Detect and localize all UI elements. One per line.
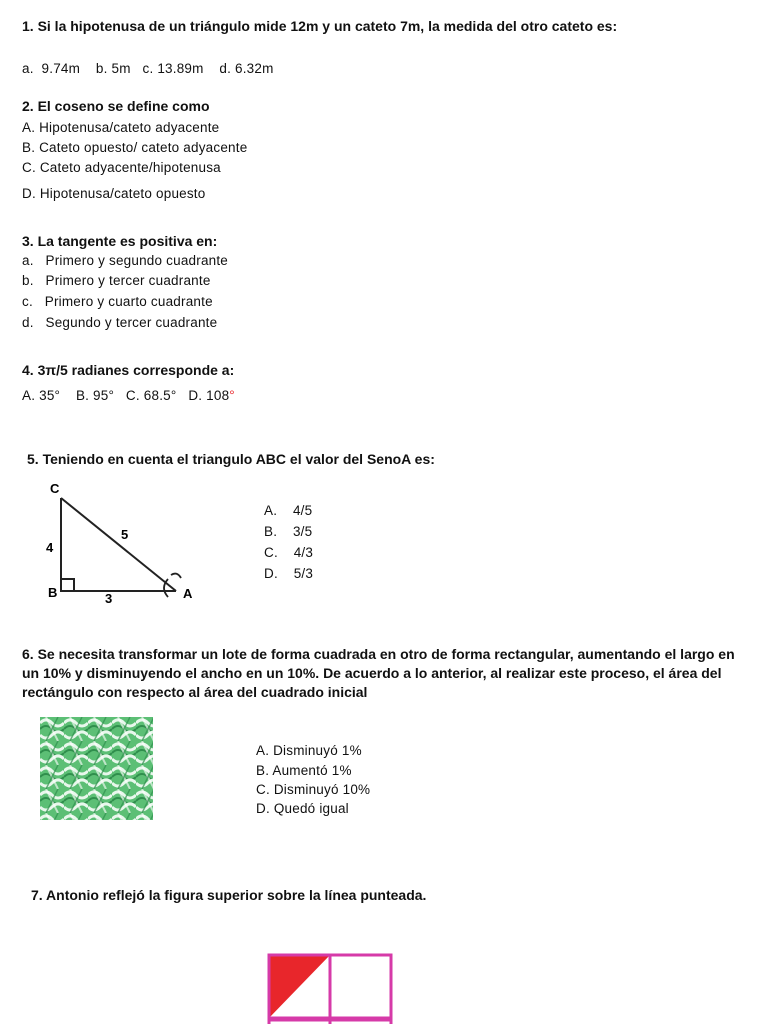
question-5-title: 5. Teniendo en cuenta el triangulo ABC el valor del SenoA es: <box>27 451 435 467</box>
question-2-title: 2. El coseno se define como <box>22 98 210 114</box>
grid-cell-top-right <box>330 955 391 1018</box>
question-6-option-c: C. Disminuyó 10% <box>256 782 371 797</box>
question-2-option-b: B. Cateto opuesto/ cateto adyacente <box>22 140 248 155</box>
right-angle-marker <box>61 579 74 591</box>
vertex-c-label: C <box>50 481 60 496</box>
question-6-option-a: A. Disminuyó 1% <box>256 743 362 758</box>
red-triangle-shape <box>269 955 330 1018</box>
question-2-option-a: A. Hipotenusa/cateto adyacente <box>22 120 220 135</box>
question-5-option-d: D. 5/3 <box>264 566 314 581</box>
side-ca-length: 5 <box>121 527 129 542</box>
triangle-abc-figure <box>40 475 210 610</box>
degree-mark: ° <box>229 388 235 403</box>
vertex-b-label: B <box>48 585 58 600</box>
side-cb-length: 4 <box>46 540 54 555</box>
question-3-option-a: a. Primero y segundo cuadrante <box>22 253 229 268</box>
question-6-option-d: D. Quedó igual <box>256 801 349 816</box>
side-ba-length: 3 <box>105 591 113 606</box>
question-2-option-d: D. Hipotenusa/cateto opuesto <box>22 186 206 201</box>
question-3-option-c: c. Primero y cuarto cuadrante <box>22 294 213 309</box>
question-3-option-d: d. Segundo y tercer cuadrante <box>22 315 218 330</box>
woven-pattern-image <box>40 717 153 820</box>
question-6-option-b: B. Aumentó 1% <box>256 763 352 778</box>
hypotenuse-ca-line <box>61 498 176 591</box>
question-2-option-c: C. Cateto adyacente/hipotenusa <box>22 160 221 175</box>
question-5-option-b: B. 3/5 <box>264 524 313 539</box>
question-4-option-b: B. 95° <box>75 388 115 403</box>
vertex-a-label: A <box>183 586 193 601</box>
question-6-title: 6. Se necesita transformar un lote de forma cuadrada en otro de forma rectangular, aumentando el largo en un 10% y disminuyendo el ancho en un 10%. De acuerdo a lo anterior, al realizar este proceso, el área del rectángulo con respecto al área del cuadrado inicial <box>22 646 735 700</box>
question-1-title: 1. Si la hipotenusa de un triángulo mide 12m y un cateto 7m, la medida del otro cateto es: <box>22 18 618 34</box>
question-7-title: 7. Antonio reflejó la figura superior sobre la línea punteada. <box>31 887 427 903</box>
question-3-title: 3. La tangente es positiva en: <box>22 233 218 249</box>
reflection-grid-figure <box>266 952 394 1024</box>
question-4-option-d: D. 108 <box>188 388 230 403</box>
question-4-option-c: C. 68.5° <box>125 388 177 403</box>
question-1-options: a. 9.74m b. 5m c. 13.89m d. 6.32m <box>22 61 274 76</box>
question-4-option-a: A. 35° <box>22 388 61 403</box>
question-5-option-a: A. 4/5 <box>264 503 313 518</box>
woven-pattern-fill <box>40 717 153 820</box>
question-4-title: 4. 3π/5 radianes corresponde a: <box>22 362 235 378</box>
question-3-option-b: b. Primero y tercer cuadrante <box>22 273 211 288</box>
question-4-options <box>22 388 235 403</box>
angle-a-arc-top <box>171 574 181 578</box>
question-5-option-c: C. 4/3 <box>264 545 314 560</box>
